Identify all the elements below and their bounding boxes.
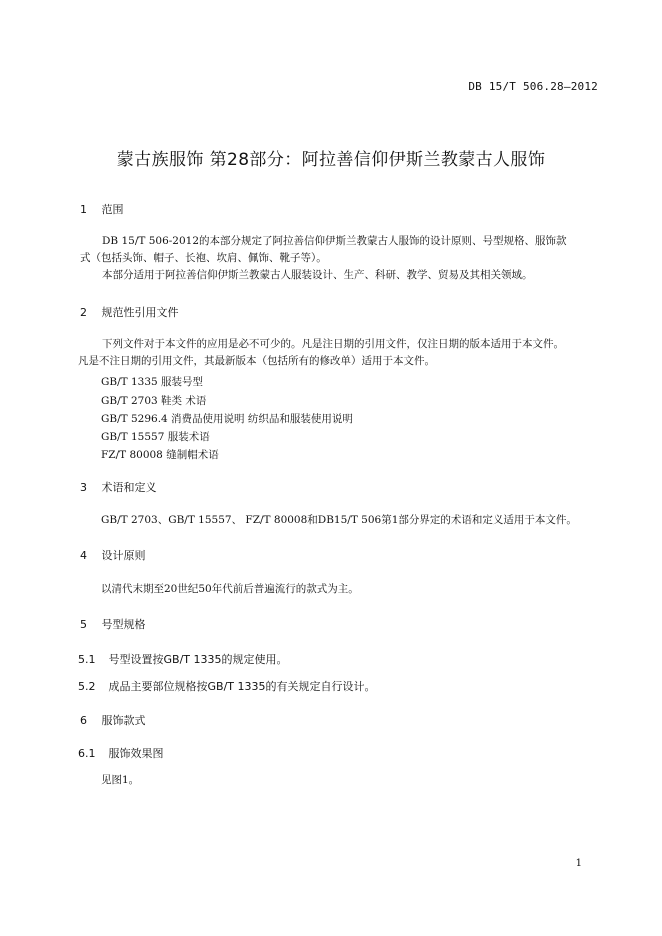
section-number: 4 [80, 549, 87, 562]
subsection-text: 号型设置按GB/T 1335的规定使用。 [108, 653, 288, 666]
section-1-heading [80, 201, 124, 217]
section-number: 5 [80, 618, 87, 631]
subsection-6-1 [78, 745, 164, 761]
section-4-heading [80, 547, 146, 563]
section-2-body [80, 336, 600, 370]
subsection-text: 成品主要部位规格按GB/T 1335的有关规定自行设计。 [108, 680, 376, 693]
paragraph-line: DB 15/T 506-2012的本部分规定了阿拉善信仰伊斯兰教蒙古人服饰的设计原则、号型规格、服饰款 [102, 235, 567, 247]
paragraph-line: 本部分适用于阿拉善信仰伊斯兰教蒙古人服装设计、生产、科研、教学、贸易及其相关领域。 [102, 269, 533, 281]
section-4-text: 以清代末期至20世纪50年代前后普遍流行的款式为主。 [101, 583, 359, 595]
section-2-heading [80, 304, 179, 320]
section-5-heading [80, 616, 146, 632]
section-6-heading [80, 712, 146, 728]
section-1-body [80, 233, 600, 284]
section-title: 设计原则 [101, 549, 146, 562]
subsection-6-1-text: 见图1。 [101, 774, 140, 786]
standard-code: DB 15/T 506.28—2012 [468, 80, 598, 93]
subsection-5-2 [78, 678, 376, 694]
subsection-5-1 [78, 651, 288, 667]
reference-item: GB/T 1335 服装号型 [101, 376, 204, 388]
section-title: 服饰款式 [101, 714, 146, 727]
subsection-title: 服饰效果图 [108, 747, 164, 760]
section-3-heading [80, 479, 157, 495]
subsection-number: 6.1 [78, 747, 96, 760]
reference-item: GB/T 5296.4 消费品使用说明 纺织品和服装使用说明 [101, 413, 353, 425]
section-title: 规范性引用文件 [101, 306, 179, 319]
subsection-number: 5.2 [78, 680, 96, 693]
document-title: 蒙古族服饰 第28部分：阿拉善信仰伊斯兰教蒙古人服饰 [116, 150, 546, 170]
section-number: 3 [80, 481, 87, 494]
section-title: 术语和定义 [101, 481, 157, 494]
section-number: 6 [80, 714, 87, 727]
section-title: 号型规格 [101, 618, 146, 631]
paragraph-line: 下列文件对于本文件的应用是必不可少的。凡是注日期的引用文件，仅注日期的版本适用于本文件。 [102, 338, 564, 350]
section-3-text: GB/T 2703、GB/T 15557、 FZ/T 80008和DB15/T 506第1部分界定的术语和定义适用于本文件。 [101, 514, 577, 526]
reference-item: FZ/T 80008 缝制帽术语 [101, 449, 219, 461]
paragraph-line: 式（包括头饰、帽子、长袍、坎肩、佩饰、靴子等）。 [80, 252, 327, 264]
subsection-number: 5.1 [78, 653, 96, 666]
reference-item: GB/T 15557 服装术语 [101, 431, 210, 443]
section-number: 2 [80, 306, 87, 319]
reference-item: GB/T 2703 鞋类 术语 [101, 395, 207, 407]
section-title: 范围 [101, 203, 124, 216]
section-number: 1 [80, 203, 87, 216]
paragraph-line: 凡是不注日期的引用文件，其最新版本（包括所有的修改单）适用于本文件。 [78, 355, 435, 367]
page-number: 1 [575, 858, 582, 869]
